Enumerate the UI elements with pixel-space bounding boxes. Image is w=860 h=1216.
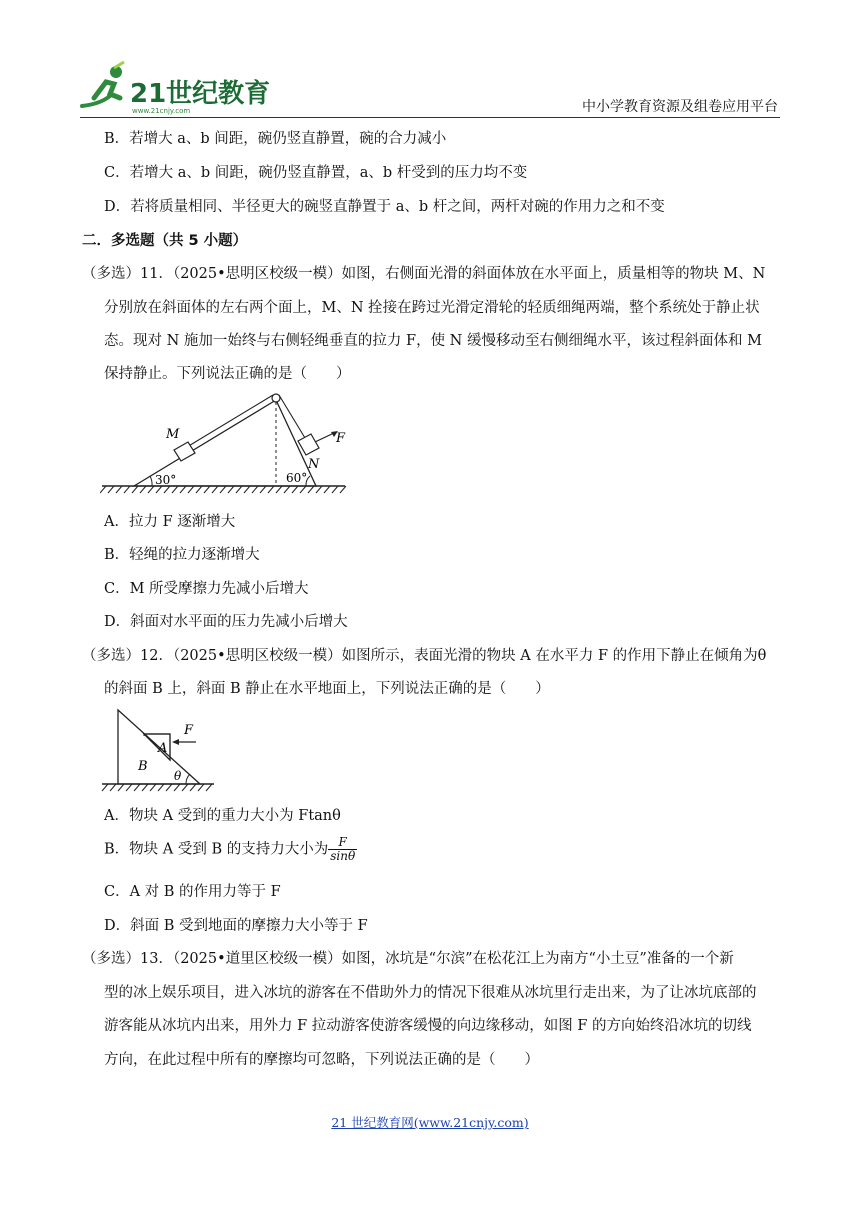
q12-label-a: A — [158, 741, 168, 756]
q11-label-f: F — [336, 431, 346, 446]
q11-line-3: 态。现对 N 施加一始终与右侧轻绳垂直的拉力 F，使 N 缓慢移动至右侧细绳水平，该过程斜面体和 M — [104, 333, 762, 349]
q11-angle-right: 60° — [286, 471, 308, 485]
q12-line-2: 的斜面 B 上，斜面 B 静止在水平地面上，下列说法正确的是（ ） — [104, 681, 550, 697]
q10-option-b: B．若增大 a、b 间距，碗仍竖直静置，碗的合力减小 — [104, 131, 447, 147]
section-heading: 二．多选题（共 5 小题） — [82, 233, 248, 249]
logo-text: 21世纪教育 — [130, 79, 271, 109]
footer-link[interactable]: 21 世纪教育网(www.21cnjy.com) — [331, 1115, 529, 1130]
q13-line-2: 型的冰上娱乐项目，进入冰坑的游客在不借助外力的情况下很难从冰坑里行走出来，为了让冰坑底部的 — [104, 985, 757, 1001]
q11-option-c: C．M 所受摩擦力先减小后增大 — [104, 581, 309, 597]
q11-option-d: D．斜面对水平面的压力先减小后增大 — [104, 614, 348, 630]
header-divider — [80, 117, 780, 118]
q11-angle-left: 30° — [155, 473, 177, 487]
q13-line-1: （多选）13．（2025•道里区校级一模）如图，冰坑是“尔滨”在松花江上为南方“小土豆”准备的一个新 — [82, 951, 734, 967]
logo-sub: www.21cnjy.com — [132, 107, 191, 115]
q11-figure — [100, 392, 350, 496]
footer — [0, 1113, 860, 1131]
q12-option-b-fraction — [328, 836, 357, 863]
q10-option-d: D．若将质量相同、半径更大的碗竖直静置于 a、b 杆之间，两杆对碗的作用力之和不变 — [104, 199, 665, 215]
site-logo — [80, 60, 280, 116]
platform-name: 中小学教育资源及组卷应用平台 — [582, 99, 778, 115]
q11-option-a: A．拉力 F 逐渐增大 — [104, 514, 236, 530]
q12-option-a: A．物块 A 受到的重力大小为 Ftanθ — [104, 808, 341, 824]
q12-label-b: B — [138, 759, 148, 774]
q10-option-c: C．若增大 a、b 间距，碗仍竖直静置，a、b 杆受到的压力均不变 — [104, 165, 528, 181]
q11-option-b: B．轻绳的拉力逐渐增大 — [104, 547, 260, 563]
q11-line-1: （多选）11．（2025•思明区校级一模）如图，右侧面光滑的斜面体放在水平面上，质量相等的物块 M、N — [82, 266, 766, 282]
q12-option-b — [104, 836, 357, 863]
q11-label-n: N — [308, 457, 320, 472]
q12-option-b-text: B．物块 A 受到 B 的支持力大小为 — [104, 841, 329, 858]
q12-option-c: C．A 对 B 的作用力等于 F — [104, 884, 281, 900]
q11-line-4: 保持静止。下列说法正确的是（ ） — [104, 366, 351, 382]
runner-icon — [82, 62, 124, 106]
fraction-denominator: sinθ — [330, 849, 356, 863]
q12-label-f: F — [184, 723, 194, 738]
q11-label-m: M — [166, 427, 180, 442]
fraction-numerator: F — [328, 836, 357, 850]
q11-line-2: 分别放在斜面体的左右两个面上，M、N 拴接在跨过光滑定滑轮的轻质细绳两端，整个系统处于静止状 — [104, 300, 760, 316]
q12-figure — [100, 706, 220, 792]
q13-line-3: 游客能从冰坑内出来，用外力 F 拉动游客使游客缓慢的向边缘移动，如图 F 的方向始终沿冰坑的切线 — [104, 1018, 752, 1034]
q12-option-d: D．斜面 B 受到地面的摩擦力大小等于 F — [104, 918, 368, 934]
q13-line-4: 方向，在此过程中所有的摩擦均可忽略，下列说法正确的是（ ） — [104, 1052, 539, 1068]
q12-line-1: （多选）12．（2025•思明区校级一模）如图所示，表面光滑的物块 A 在水平力 F 的作用下静止在倾角为θ — [82, 648, 767, 664]
q12-label-theta: θ — [174, 769, 182, 783]
